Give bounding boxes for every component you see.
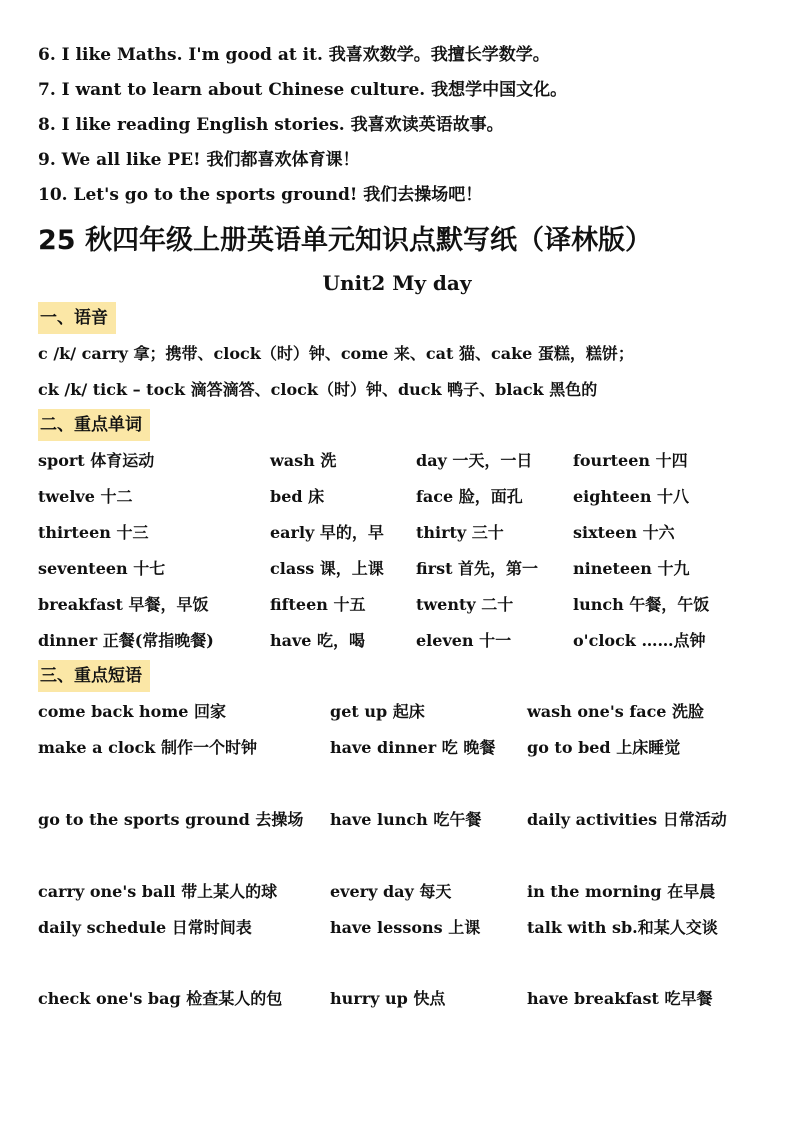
word-item: seventeen 十七: [38, 559, 166, 578]
word-item: eighteen 十八: [573, 487, 690, 506]
word-item: twelve 十二: [38, 487, 133, 506]
word-item: have 吃，喝: [270, 631, 366, 650]
sentence-8: 8. I like reading English stories. 我喜欢读英语故事。: [38, 115, 504, 135]
sentence-9: 9. We all like PE! 我们都喜欢体育课！: [38, 150, 360, 170]
word-item: thirteen 十三: [38, 523, 149, 542]
section-heading-phrases: 三、重点短语: [38, 660, 150, 692]
word-item: face 脸，面孔: [416, 487, 523, 506]
unit-title: Unit2 My day: [322, 271, 472, 295]
phrase-item: hurry up 快点: [330, 989, 446, 1008]
word-item: thirty 三十: [416, 523, 504, 542]
phrase-item: talk with sb.和某人交谈: [527, 918, 718, 937]
phrase-item: go to the sports ground 去操场: [38, 810, 304, 829]
phrase-item: have lessons 上课: [330, 918, 481, 937]
phrase-item: wash one's face 洗脸: [527, 702, 705, 721]
word-item: early 早的，早: [270, 523, 384, 542]
word-item: fifteen 十五: [270, 595, 366, 614]
phrase-item: in the morning 在早晨: [527, 882, 716, 901]
word-item: lunch 午餐，午饭: [573, 595, 710, 614]
phrase-item: check one's bag 检查某人的包: [38, 989, 283, 1008]
word-item: class 课，上课: [270, 559, 384, 578]
word-item: sport 体育运动: [38, 451, 155, 470]
phrase-item: have lunch 吃午餐: [330, 810, 482, 829]
word-item: nineteen 十九: [573, 559, 690, 578]
phrase-item: every day 每天: [330, 882, 452, 901]
section-heading-phonics: 一、语音: [38, 302, 116, 334]
word-item: twenty 二十: [416, 595, 514, 614]
phrase-item: daily schedule 日常时间表: [38, 918, 252, 937]
phrase-item: come back home 回家: [38, 702, 227, 721]
word-item: sixteen 十六: [573, 523, 675, 542]
word-item: day 一天，一日: [416, 451, 533, 470]
word-item: eleven 十一: [416, 631, 512, 650]
phrase-item: make a clock 制作一个时钟: [38, 738, 257, 757]
phrase-item: daily activities 日常活动: [527, 810, 727, 829]
phrase-item: go to bed 上床睡觉: [527, 738, 681, 757]
phrase-item: carry one's ball 带上某人的球: [38, 882, 278, 901]
phrase-item: have dinner 吃 晚餐: [330, 738, 496, 757]
phrase-item: have breakfast 吃早餐: [527, 989, 713, 1008]
phonics-line-c: c /k/ carry 拿；携带、clock（时）钟、come 来、cat 猫、cake 蛋糕，糕饼；: [38, 344, 634, 363]
section-heading-words: 二、重点单词: [38, 409, 150, 441]
word-item: breakfast 早餐，早饭: [38, 595, 209, 614]
word-item: o'clock ……点钟: [573, 631, 706, 650]
word-item: wash 洗: [270, 451, 337, 470]
word-item: bed 床: [270, 487, 325, 506]
word-item: dinner 正餐(常指晚餐): [38, 631, 214, 650]
word-item: fourteen 十四: [573, 451, 688, 470]
word-item: first 首先，第一: [416, 559, 539, 578]
phrase-item: get up 起床: [330, 702, 425, 721]
sentence-10: 10. Let's go to the sports ground! 我们去操场吧！: [38, 185, 483, 205]
phonics-line-ck: ck /k/ tick – tock 滴答滴答、clock（时）钟、duck 鸭子、black 黑色的: [38, 380, 598, 399]
sentence-7: 7. I want to learn about Chinese culture. 我想学中国文化。: [38, 80, 568, 100]
page-title: 25 秋四年级上册英语单元知识点默写纸（译林版）: [38, 225, 652, 256]
sentence-6: 6. I like Maths. I'm good at it. 我喜欢数学。我擅长学数学。: [38, 45, 550, 65]
